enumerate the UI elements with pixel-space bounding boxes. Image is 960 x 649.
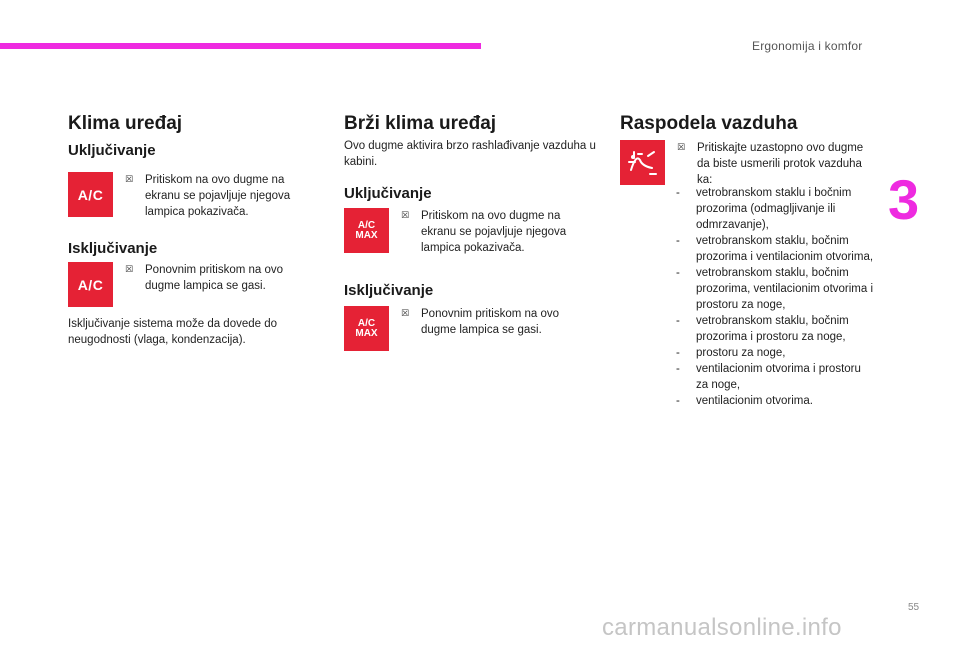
ac-button-icon: A/C [68,262,113,307]
list-item: - vetrobranskom staklu i bočnim prozorima (odmagljivanje ili odmrzavanje), [676,187,852,231]
bullet-icon: ☒ [401,210,410,220]
header-accent-bar [0,43,481,49]
bullet-icon: ☒ [125,174,134,184]
chapter-number: 3 [888,168,920,231]
list-item: - vetrobranskom staklu, bočnim prozorima i ventilacionim otvorima, [676,235,874,263]
list-item: - ventilacionim otvorima i prostoru za noge, [676,363,861,391]
section-title: Klima uređaj [68,113,183,134]
air-flow-icon [626,148,660,178]
chapter-title: Ergonomija i komfor [752,39,863,53]
note-text: Isključivanje sistema može da dovede do neugodnosti (vlaga, kondenzacija). [68,318,278,346]
airflow-options-list [676,185,876,409]
subheading-off: Isključivanje [68,240,158,257]
section-title: Brži klima uređaj [344,113,497,134]
watermark: carmanualsonline.info [602,614,842,641]
section-title: Raspodela vazduha [620,113,798,134]
instruction-text: Pritiskom na ovo dugme na ekranu se pojavljuje njegova lampica pokazivača. [145,174,291,218]
page-number: 55 [908,602,920,613]
instruction-text: Pritiskom na ovo dugme na ekranu se pojavljuje njegova lampica pokazivača. [421,210,567,254]
bullet-icon: ☒ [401,308,410,318]
ac-button-icon: A/C [68,172,113,217]
list-item: - vetrobranskom staklu, bočnim prozorima i prostoru za noge, [676,315,849,343]
subheading-on: Uključivanje [68,142,156,159]
air-distribution-icon [620,140,665,185]
subheading-off: Isključivanje [344,282,434,299]
subheading-on: Uključivanje [344,185,432,202]
ac-max-button-icon: A/C MAX [344,208,389,253]
list-item: - ventilacionim otvorima. [676,395,813,407]
instruction-text: Ponovnim pritiskom na ovo dugme lampica se gasi. [421,308,560,336]
intro-text: Ovo dugme aktivira brzo rashlađivanje vazduha u kabini. [344,140,596,168]
ac-max-button-icon: A/C MAX [344,306,389,351]
instruction-text: Pritiskajte uzastopno ovo dugme da biste usmerili protok vazduha ka: [697,142,864,186]
bullet-icon: ☒ [677,142,686,152]
bullet-icon: ☒ [125,264,134,274]
list-item: - vetrobranskom staklu, bočnim prozorima, ventilacionim otvorima i prostoru za noge, [676,267,874,311]
instruction-text: Ponovnim pritiskom na ovo dugme lampica se gasi. [145,264,284,292]
list-item: - prostoru za noge, [676,347,786,359]
